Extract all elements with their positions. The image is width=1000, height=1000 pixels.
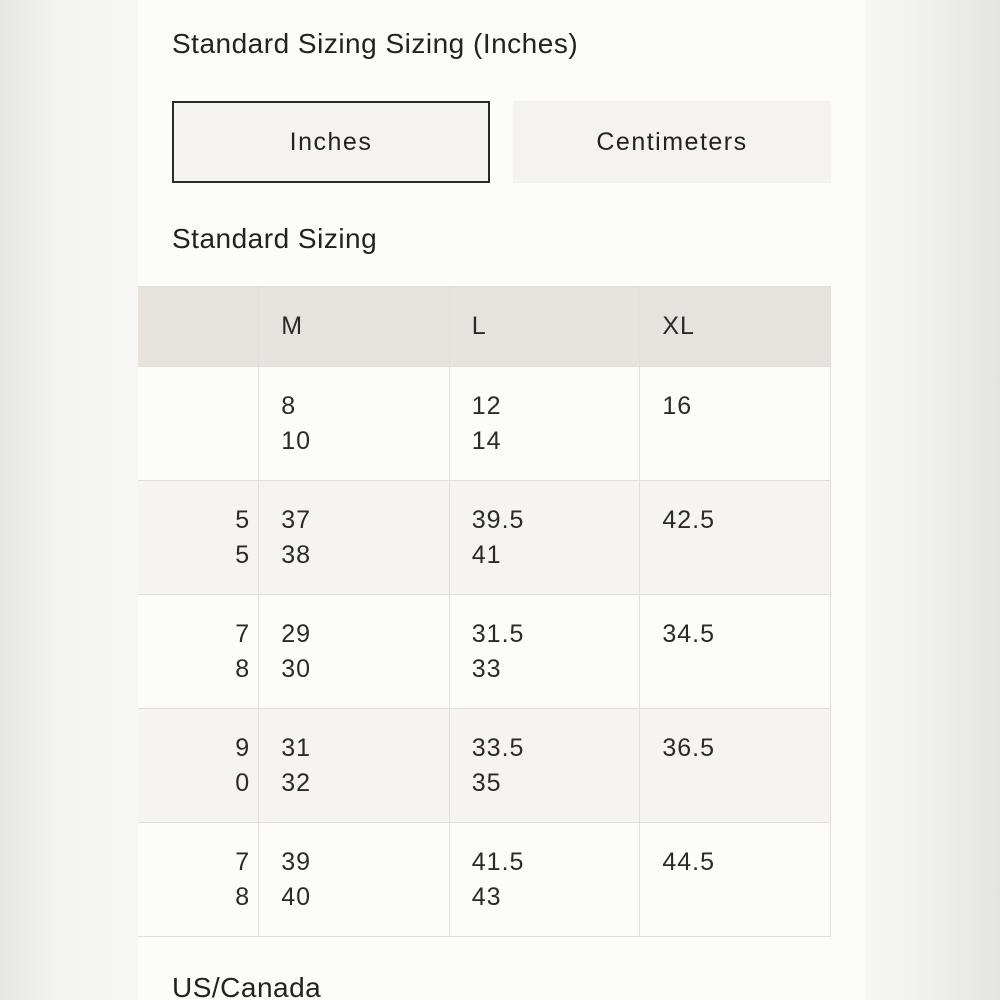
table-cell-xl [640,595,831,709]
column-header-l: L [449,287,640,367]
cell-value: 44.5 [662,848,716,876]
centimeters-toggle-button[interactable]: Centimeters [513,101,831,183]
cell-value: 33.5 [471,734,525,762]
cell-value: 8 [281,392,297,420]
cell-value: 31.5 [471,620,525,648]
cell-value: 34.5 [662,620,716,648]
row-label-cell [138,367,259,481]
table-header-row [138,287,831,367]
cell-value: 37 [281,506,311,534]
cell-value: 35 [471,769,502,797]
cell-value: 40 [281,883,311,911]
cell-value: 14 [471,427,502,455]
table-cell-m [259,595,450,709]
cell-value: 39.5 [471,506,525,534]
row-label-value: 7 [235,848,251,876]
column-header-m: M [259,287,450,367]
table-row [138,709,831,823]
cell-value: 39 [281,848,311,876]
table-cell-m [259,823,450,937]
cell-value: 10 [281,427,311,455]
row-label-cell [138,595,259,709]
table-cell-m [259,367,450,481]
cell-value: 42.5 [662,506,716,534]
table-cell-xl [640,709,831,823]
cell-value: 12 [471,392,502,420]
column-header [138,287,259,367]
table-row [138,481,831,595]
size-guide-panel [138,0,865,1000]
cell-value: 41.5 [471,848,525,876]
table-cell-l [449,823,640,937]
cell-value: 30 [281,655,311,683]
column-header-xl: XL [640,287,831,367]
table-row [138,367,831,481]
cell-value: 31 [281,734,311,762]
table-cell-m [259,481,450,595]
row-label-value: 8 [235,883,251,911]
table-cell-l [449,595,640,709]
cell-value: 32 [281,769,311,797]
table-row [138,823,831,937]
cell-value: 33 [471,655,502,683]
cell-value: 29 [281,620,311,648]
table-row [138,595,831,709]
size-table-container[interactable] [138,286,831,937]
row-label-value: 9 [235,734,251,762]
table-cell-l [449,709,640,823]
cell-value: 41 [471,541,502,569]
row-label-value: 7 [235,620,251,648]
table-cell-l [449,481,640,595]
row-label-value: 5 [235,541,251,569]
table-cell-xl [640,367,831,481]
table-cell-xl [640,481,831,595]
table-cell-l [449,367,640,481]
cell-value: 16 [662,392,693,420]
cell-value: 38 [281,541,311,569]
cell-value: 43 [471,883,502,911]
row-label-value: 5 [235,506,251,534]
inches-toggle-button[interactable]: Inches [172,101,490,183]
row-label-value: 0 [235,769,251,797]
size-table [138,286,831,937]
next-section-title: US/Canada [172,972,322,1000]
table-cell-xl [640,823,831,937]
row-label-cell [138,481,259,595]
table-cell-m [259,709,450,823]
cell-value: 36.5 [662,734,716,762]
row-label-value: 8 [235,655,251,683]
row-label-cell [138,709,259,823]
page-title: Standard Sizing Sizing (Inches) [172,28,579,59]
row-label-cell [138,823,259,937]
section-title: Standard Sizing [172,223,378,254]
